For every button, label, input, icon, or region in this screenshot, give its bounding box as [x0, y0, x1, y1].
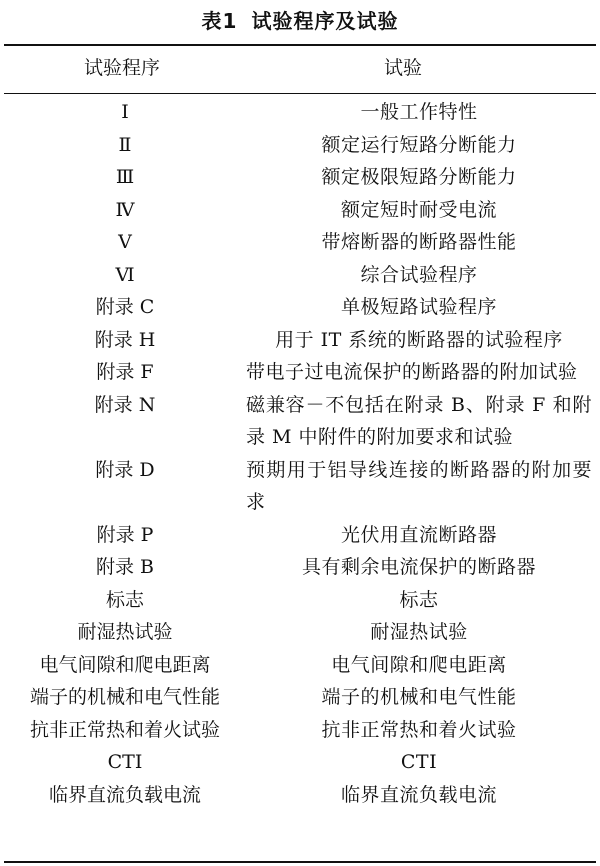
test-cell: CTI [400, 751, 438, 773]
table-row [4, 681, 596, 714]
test-cell: 额定短时耐受电流 [340, 198, 497, 221]
test-cell: 标志 [399, 588, 439, 611]
table-number: 表1 [201, 9, 238, 33]
procedure-cell: Ⅰ [121, 101, 129, 123]
test-cell: 带熔断器的断路器性能 [321, 231, 517, 253]
test-cell: 光伏用直流断路器 [340, 523, 497, 546]
procedure-cell: 端子的机械和电气性能 [29, 686, 220, 708]
table-row [4, 389, 596, 454]
procedure-cell: 临界直流负载电流 [48, 783, 201, 806]
table-row [4, 551, 596, 584]
test-cell: 用于 IT 系统的断路器的试验程序 [275, 328, 563, 351]
procedure-cell: 附录 F [96, 361, 154, 383]
table-caption [0, 6, 600, 36]
test-cell: 带电子过电流保护的断路器的附加试验 [246, 361, 578, 383]
table-row [4, 161, 596, 194]
table-row [4, 356, 596, 389]
table-row [4, 129, 596, 162]
table-row [4, 454, 596, 519]
test-cell: 电气间隙和爬电距离 [331, 653, 507, 676]
test-cell: 一般工作特性 [360, 101, 478, 123]
table-row [4, 519, 596, 552]
table-row [4, 714, 596, 747]
test-cell: 单极短路试验程序 [340, 296, 497, 318]
test-cell: 临界直流负载电流 [340, 783, 497, 806]
test-cell: 端子的机械和电气性能 [321, 686, 517, 708]
procedure-cell: 附录 H [94, 328, 156, 351]
procedure-cell: 耐湿热试验 [77, 621, 173, 643]
header-rule [4, 93, 596, 94]
column-header-test: 试验 [383, 57, 422, 79]
table-row [4, 616, 596, 649]
test-cell: 额定运行短路分断能力 [321, 133, 517, 156]
table-row [4, 779, 596, 812]
table-row [4, 226, 596, 259]
procedure-cell: Ⅱ [118, 133, 132, 156]
procedure-cell: 附录 D [95, 458, 155, 481]
table-title: 试验程序及试验 [251, 9, 399, 33]
procedure-cell: 标志 [105, 588, 144, 611]
table-row [4, 649, 596, 682]
procedure-cell: Ⅲ [115, 166, 135, 188]
test-cell: 预期用于铝导线连接的断路器的附加要求 [246, 458, 592, 513]
test-cell: 磁兼容－不包括在附录 B、附录 F 和附录 M 中附件的附加要求和试验 [246, 393, 592, 448]
procedure-cell: 附录 B [95, 556, 154, 578]
column-header-procedure: 试验程序 [83, 57, 160, 79]
procedure-cell: 电气间隙和爬电距离 [39, 653, 211, 676]
test-cell: 额定极限短路分断能力 [321, 166, 517, 188]
table-row [4, 259, 596, 292]
procedure-cell: Ⅳ [115, 198, 135, 221]
procedure-cell: Ⅵ [115, 263, 135, 286]
test-cell: 耐湿热试验 [370, 621, 468, 643]
table-row [4, 324, 596, 357]
procedure-cell: 附录 N [94, 393, 156, 416]
procedure-cell: Ⅴ [118, 231, 132, 253]
top-rule [4, 44, 596, 46]
table-row [4, 194, 596, 227]
test-cell: 综合试验程序 [360, 263, 478, 286]
procedure-cell: 抗非正常热和着火试验 [29, 718, 220, 741]
bottom-rule [4, 861, 596, 863]
test-cell: 抗非正常热和着火试验 [321, 718, 517, 741]
table-row [4, 291, 596, 324]
table-body [4, 96, 596, 811]
procedure-cell: 附录 P [96, 523, 154, 546]
test-cell: 具有剩余电流保护的断路器 [301, 556, 536, 578]
table-row [4, 96, 596, 129]
table-row [4, 746, 596, 779]
table-row [4, 584, 596, 617]
procedure-cell: CTI [107, 751, 143, 773]
procedure-cell: 附录 C [95, 296, 155, 318]
